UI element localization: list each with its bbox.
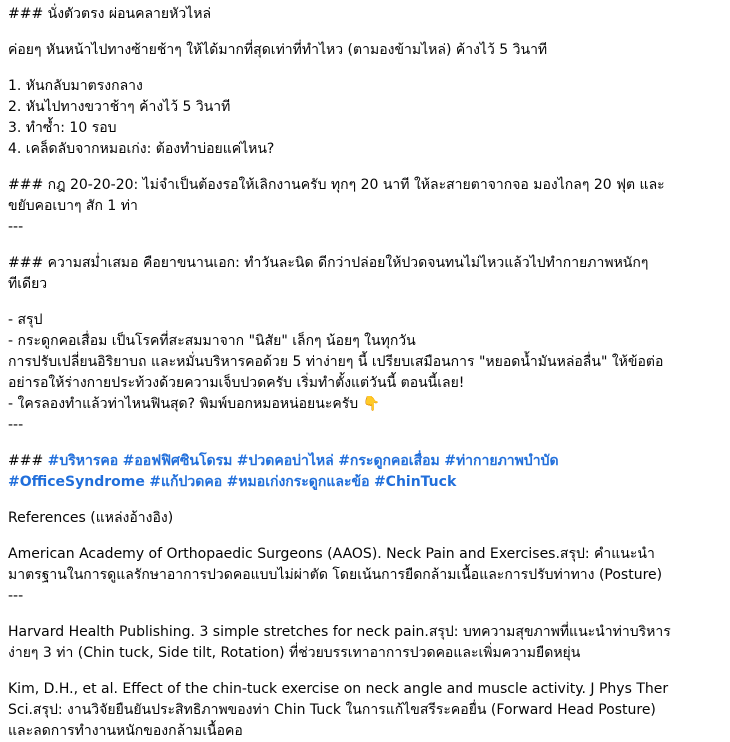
hashtag-cervical-spondylosis[interactable]: #กระดูกคอเสื่อม [338, 453, 440, 469]
step-item-4: 4. เคล็ดลับจากหมอเก่ง: ต้องทำบ่อยแค่ไหน? [8, 141, 275, 157]
hashtag-chin-tuck[interactable]: #ChinTuck [373, 474, 457, 490]
step-item-2: 2. หันไปทางขวาช้าๆ ค้างไว้ 5 วินาที [8, 99, 231, 115]
divider: --- [8, 588, 24, 604]
rule-20-20-20 [8, 175, 724, 238]
hashtag-physical-therapy[interactable]: #ท่ากายภาพบำบัด [444, 453, 559, 469]
summary-title: - สรุป [8, 312, 43, 328]
post-body [8, 4, 724, 742]
reference-line: American Academy of Orthopaedic Surgeons (AAOS). Neck Pain and Exercises.สรุป: คำแนะนำ [8, 546, 655, 562]
summary-line-3: อย่ารอให้ร่างกายประท้วงด้วยความเจ็บปวดครับ เริ่มทำตั้งแต่วันนี้ ตอนนี้เลย! [8, 375, 465, 391]
hashtag-doctor-keng[interactable]: #หมอเก่งกระดูกและข้อ [226, 474, 370, 490]
summary-line-2: การปรับเปลี่ยนอิริยาบถ และหมั่นบริหารคอด้วย 5 ท่าง่ายๆ นี้ เปรียบเสมือนการ "หยอดน้ำมันหล่อลื่น" ให้ข้อต่อ [8, 354, 664, 370]
reference-line: Harvard Health Publishing. 3 simple stretches for neck pain.สรุป: บทความสุขภาพที่แนะนำท่าบริหาร [8, 624, 671, 640]
reference-line: Sci.สรุป: งานวิจัยยืนยันประสิทธิภาพของท่า Chin Tuck ในการแก้ไขสรีระคอยื่น (Forward Head Posture) [8, 702, 656, 718]
consistency-line-1: ### ความสม่ำเสมอ คือยาขนานเอก: ทำวันละนิด ดีกว่าปล่อยให้ปวดจนทนไม่ไหวแล้วไปทำกายภาพหนักๆ [8, 255, 649, 271]
reference-item-aaos [8, 544, 724, 607]
hashtag-office-syndrome[interactable]: #OfficeSyndrome [8, 474, 145, 490]
step-item-3: 3. ทำซ้ำ: 10 รอบ [8, 120, 117, 136]
reference-item-kim [8, 679, 724, 742]
hashtag-neck-exercise[interactable]: #บริหารคอ [47, 453, 119, 469]
reference-line: ง่ายๆ 3 ท่า (Chin tuck, Side tilt, Rotation) ที่ช่วยบรรเทาอาการปวดคอและเพิ่มความยืดหยุ่น [8, 645, 581, 661]
reference-line: และลดการทำงานหนักของกล้ามเนื้อคอ [8, 723, 243, 739]
divider: --- [8, 417, 24, 433]
heading-sit-straight: ### นั่งตัวตรง ผ่อนคลายหัวไหล่ [8, 6, 212, 22]
intro-paragraph [8, 40, 724, 61]
divider: --- [8, 219, 24, 235]
hashtags-line-2 [8, 472, 724, 493]
references-title-block [8, 508, 724, 529]
references-title: References (แหล่งอ้างอิง) [8, 510, 174, 526]
hashtags-line-1 [8, 451, 724, 472]
consistency-line-2: ทีเดียว [8, 276, 48, 292]
pointing-down-icon: 👇 [362, 396, 381, 412]
summary-section [8, 310, 724, 436]
question-text: - ใครลองทำแล้วท่าไหนฟินสุด? พิมพ์บอกหมอหน่อยนะครับ [8, 396, 363, 412]
step-item-1: 1. หันกลับมาตรงกลาง [8, 78, 143, 94]
hashtag-fix-neck-pain[interactable]: #แก้ปวดคอ [149, 474, 223, 490]
hashtag-office-syndrome-th[interactable]: #ออฟฟิศซินโดรม [122, 453, 233, 469]
consistency-section [8, 253, 724, 295]
intro-text: ค่อยๆ หันหน้าไปทางซ้ายช้าๆ ให้ได้มากที่สุดเท่าที่ทำไหว (ตามองข้ามไหล่) ค้างไว้ 5 วินาที [8, 42, 548, 58]
reference-item-harvard [8, 622, 724, 664]
reference-line: มาตรฐานในการดูแลรักษาอาการปวดคอแบบไม่ผ่าตัด โดยเน้นการยืดกล้ามเนื้อและการปรับท่าทาง (Posture) [8, 567, 663, 583]
hashtag-prefix: ### [8, 453, 48, 469]
hashtags-section [8, 451, 724, 493]
steps-list [8, 76, 724, 160]
rule-line-2: ขยับคอเบาๆ สัก 1 ท่า [8, 198, 138, 214]
hashtag-neck-shoulder-pain[interactable]: #ปวดคอบ่าไหล่ [236, 453, 334, 469]
summary-line-1: - กระดูกคอเสื่อม เป็นโรคที่สะสมมาจาก "นิสัย" เล็กๆ น้อยๆ ในทุกวัน [8, 333, 416, 349]
section-heading-posture [8, 4, 724, 25]
question-line [8, 394, 724, 415]
reference-line: Kim, D.H., et al. Effect of the chin-tuck exercise on neck angle and muscle activity. J Phys Ther [8, 681, 669, 697]
rule-line-1: ### กฎ 20-20-20: ไม่จำเป็นต้องรอให้เลิกงานครับ ทุกๆ 20 นาที ให้ละสายตาจากจอ มองไกลๆ 20 ฟุต และ [8, 177, 665, 193]
